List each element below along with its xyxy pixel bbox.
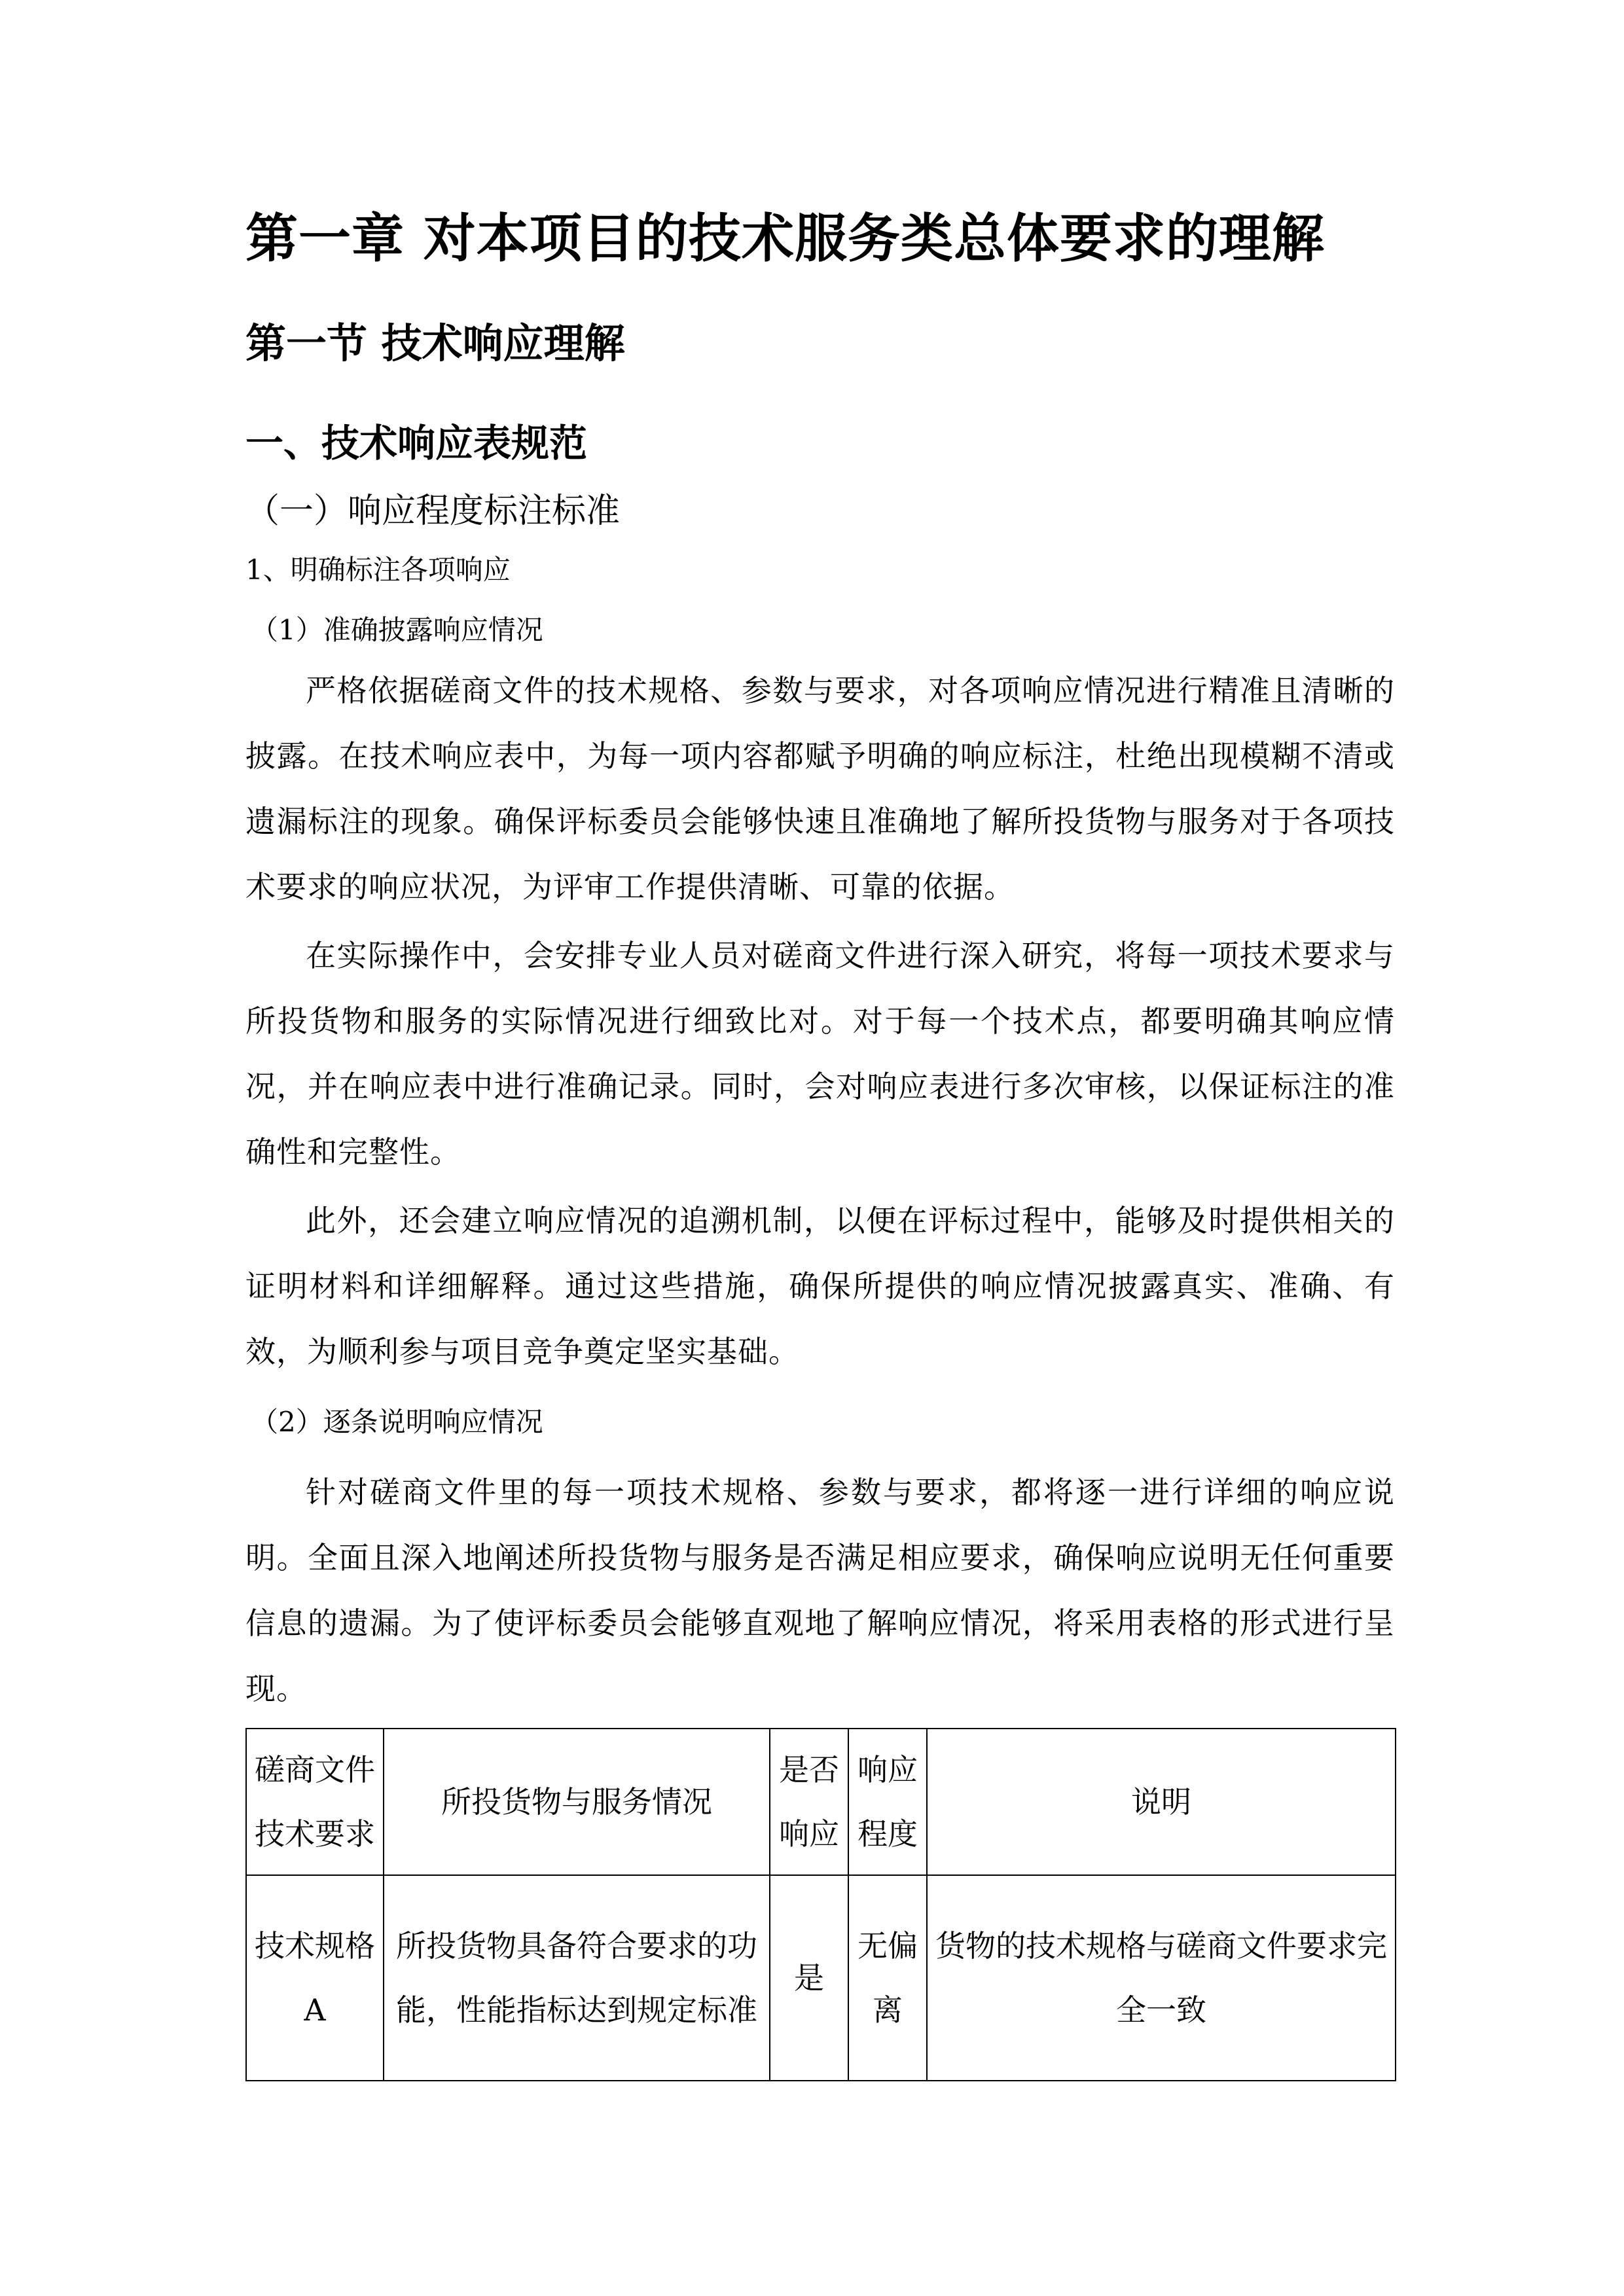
table-cell: 技术规格A [246,1875,384,2081]
body-paragraph-4: 针对磋商文件里的每一项技术规格、参数与要求，都将逐一进行详细的响应说明。全面且深入地阐述所投货物与服务是否满足相应要求，确保响应说明无任何重要信息的遗漏。为了使评标委员会能够直观地了解响应情况，将采用表格的形式进行呈现。 [245,1475,1395,1706]
table-header-row [246,1729,1396,1875]
numbered-item: 1、明确标注各项响应 [245,554,511,586]
section-title: 第一节 技术响应理解 [245,319,625,367]
table-cell: 货物的技术规格与磋商文件要求完全一致 [927,1875,1396,2081]
table-cell: 所投货物具备符合要求的功能，性能指标达到规定标准 [384,1875,770,2081]
heading-level-2: （一）响应程度标注标准 [245,492,621,531]
table-row [246,1875,1396,2081]
body-paragraph-2: 在实际操作中，会安排专业人员对磋商文件进行深入研究，将每一项技术要求与所投货物和服务的实际情况进行细致比对。对于每一个技术点，都要明确其响应情况，并在响应表中进行准确记录。同时，会对响应表进行多次审核，以保证标注的准确性和完整性。 [245,938,1395,1170]
table-header-cell: 说明 [927,1729,1396,1875]
table-header-cell: 是否响应 [770,1729,848,1875]
table-cell: 无偏离 [848,1875,927,2081]
technical-response-table [245,1728,1396,2081]
table-header-cell: 所投货物与服务情况 [384,1729,770,1875]
table-body [246,1875,1396,2081]
table-header-cell: 响应程度 [848,1729,927,1875]
table-cell: 是 [770,1875,848,2081]
subitem-item-by-item: （2）逐条说明响应情况 [251,1406,543,1438]
response-table-container [245,1728,1395,2081]
body-paragraph-3: 此外，还会建立响应情况的追溯机制，以便在评标过程中，能够及时提供相关的证明材料和详细解释。通过这些措施，确保所提供的响应情况披露真实、准确、有效，为顺利参与项目竞争奠定坚实基础。 [245,1203,1395,1369]
body-paragraph-1: 严格依据磋商文件的技术规格、参数与要求，对各项响应情况进行精准且清晰的披露。在技术响应表中，为每一项内容都赋予明确的响应标注，杜绝出现模糊不清或遗漏标注的现象。确保评标委员会能够快速且准确地了解所投货物与服务对于各项技术要求的响应状况，为评审工作提供清晰、可靠的依据。 [245,673,1395,905]
heading-level-1: 一、技术响应表规范 [245,421,588,465]
table-header-cell: 磋商文件技术要求 [246,1729,384,1875]
subitem-accurate-disclosure: （1）准确披露响应情况 [251,614,543,646]
chapter-title: 第一章 对本项目的技术服务类总体要求的理解 [245,207,1325,269]
